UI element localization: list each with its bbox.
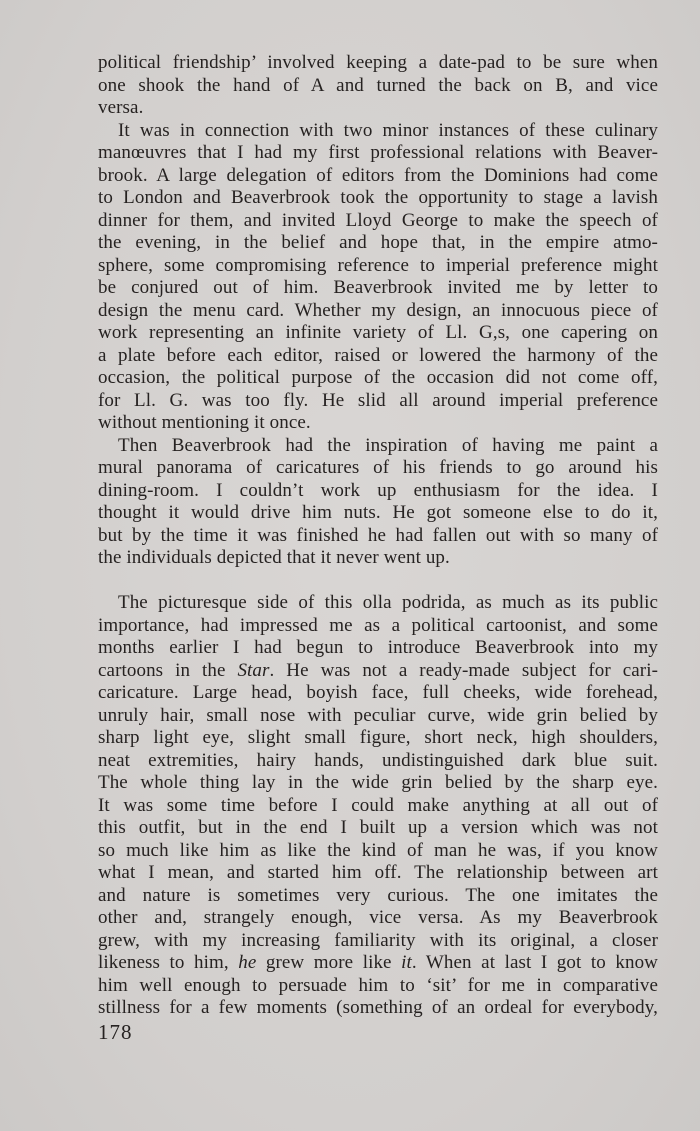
text-line: dining-room. I couldn’t work up enthusiasm for the idea. I [98,479,658,501]
text-run: . He was not a ready-made subject for cari- [269,659,658,681]
text-line: thought it would drive him nuts. He got someone else to do it, [98,502,658,523]
text-line: the individuals depicted that it never went up. [98,547,450,568]
text-line: one shook the hand of A and turned the back on B, and vice [98,74,658,96]
text-line: but by the time it was finished he had fallen out with so many of [98,524,658,546]
text-run: grew more like [256,952,402,973]
text-line: mural panorama of caricatures of his friends to go around his [98,457,658,478]
text-line: design the menu card. Whether my design, an innocuous piece of [98,299,658,321]
text-line [98,952,658,975]
text-section-upper [98,52,658,570]
text-line: a plate before each editor, raised or lowered the harmony of the [98,344,658,366]
text-run: cartoons in the [98,659,238,681]
text-line: occasion, the political purpose of the occasion did not come off, [98,367,658,388]
text-line: caricature. Large head, boyish face, full cheeks, wide forehead, [98,682,658,703]
text-line: what I mean, and started him off. The relationship between art [98,862,658,883]
text-section-lower [98,592,658,1020]
newspaper-title: Star [237,659,270,681]
text-line: him well enough to persuade him to ‘sit’ for me in comparative [98,974,658,996]
emphasis: it [401,952,412,973]
text-line: versa. [98,97,144,118]
text-line: political friendship’ involved keeping a date-pad to be sure when [98,52,658,73]
text-line: for Ll. G. was too fly. He slid all around imperial preference [98,389,658,411]
text-line: manœuvres that I had my first professional relations with Beaver- [98,142,658,163]
text-line: stillness for a few moments (something of an ordeal for everybody, [98,997,658,1018]
text-line: dinner for them, and invited Lloyd George to make the speech of [98,209,658,231]
text-line: Then Beaverbrook had the inspiration of having me paint a [118,434,658,456]
text-line: months earlier I had begun to introduce Beaverbrook into my [98,637,658,658]
text-line: and nature is sometimes very curious. The one imitates the [98,884,658,906]
emphasis: he [238,952,257,973]
text-line: The picturesque side of this olla podrida, as much as its public [118,592,658,613]
text-run: . When at last I got to know [411,952,658,973]
text-line: sphere, some compromising reference to imperial preference might [98,254,658,276]
text-line: importance, had impressed me as a political cartoonist, and some [98,614,658,636]
text-run: likeness to him, [98,952,239,973]
text-line: brook. A large delegation of editors from the Dominions had come [98,164,658,186]
text-line: to London and Beaverbrook took the opportunity to stage a lavish [98,187,658,208]
text-line: It was some time before I could make anything at all out of [98,794,658,816]
text-line: without mentioning it once. [98,412,311,433]
page-number: 178 [98,1020,133,1044]
text-line [98,660,658,683]
text-line: The whole thing lay in the wide grin belied by the sharp eye. [98,772,658,793]
text-line: this outfit, but in the end I built up a version which was not [98,817,658,838]
text-line: It was in connection with two minor instances of these culinary [118,119,658,141]
text-line: neat extremities, hairy hands, undistinguished dark blue suit. [98,749,658,771]
text-line: the evening, in the belief and hope that, in the empire atmo- [98,232,658,253]
text-line: be conjured out of him. Beaverbrook invited me by letter to [98,277,658,298]
text-line: grew, with my increasing familiarity with its original, a closer [98,929,658,951]
text-line: unruly hair, small nose with peculiar curve, wide grin belied by [98,704,658,726]
text-line: work representing an infinite variety of Ll. G,s, one capering on [98,322,658,343]
text-line: so much like him as like the kind of man he was, if you know [98,839,658,861]
text-line: other and, strangely enough, vice versa. As my Beaverbrook [98,907,658,928]
text-line: sharp light eye, slight small figure, short neck, high shoulders, [98,727,658,748]
